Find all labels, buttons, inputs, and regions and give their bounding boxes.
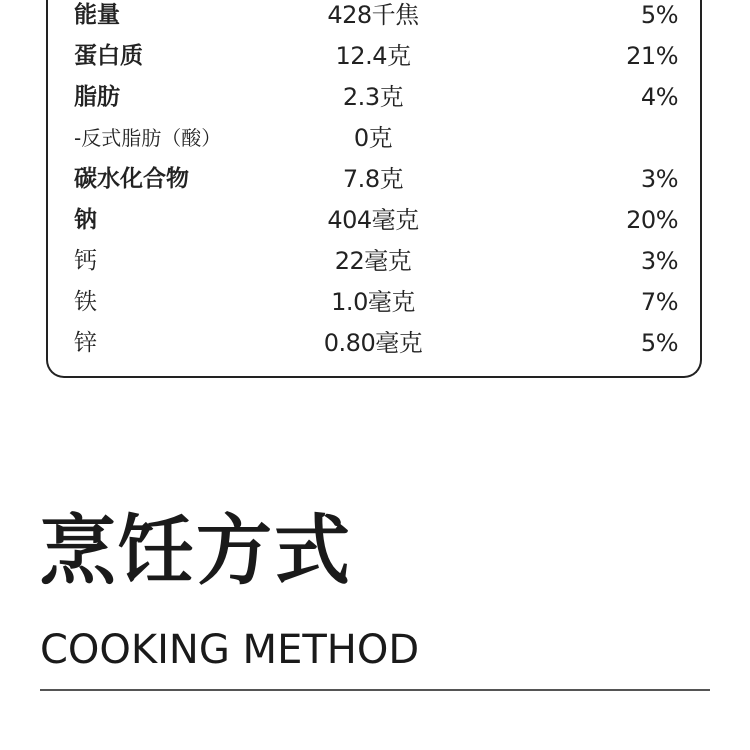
nutrition-row-carbohydrate: 碳水化合物 7.8克 3% xyxy=(74,165,678,193)
nutrition-row-zinc: 锌 0.80毫克 5% xyxy=(74,329,678,357)
nutrient-name: 锌 xyxy=(74,330,97,356)
nutrient-name: 碳水化合物 xyxy=(74,166,189,192)
section-title: 烹饪方式 xyxy=(40,506,352,595)
nutrition-row-sodium: 钠 404毫克 20% xyxy=(74,206,678,234)
nutrient-nrv: 4% xyxy=(640,83,678,111)
nutrient-name: 钙 xyxy=(74,248,97,274)
nutrient-name: 能量 xyxy=(74,2,120,28)
nutrient-nrv: 20% xyxy=(626,206,678,234)
nutrient-name: -反式脂肪（酸） xyxy=(74,126,222,150)
section-subtitle: COOKING METHOD xyxy=(40,627,420,673)
nutrition-row-calcium: 钙 22毫克 3% xyxy=(74,247,678,275)
nutrient-name: 铁 xyxy=(74,289,97,315)
divider xyxy=(40,689,710,691)
nutrient-nrv: 21% xyxy=(626,42,678,70)
nutrition-row-iron: 铁 1.0毫克 7% xyxy=(74,288,678,316)
nutrient-nrv: 5% xyxy=(640,329,678,357)
nutrient-name: 蛋白质 xyxy=(74,43,143,69)
nutrient-nrv: 3% xyxy=(640,165,678,193)
nutrient-nrv: 3% xyxy=(640,247,678,275)
nutrition-row-energy: 能量 428千焦 5% xyxy=(74,1,678,29)
nutrient-name: 钠 xyxy=(74,207,97,233)
nutrition-row-trans-fat: -反式脂肪（酸） 0克 xyxy=(74,124,393,152)
nutrition-row-protein: 蛋白质 12.4克 21% xyxy=(74,42,678,70)
nutrition-row-fat: 脂肪 2.3克 4% xyxy=(74,83,678,111)
nutrient-name: 脂肪 xyxy=(74,84,120,110)
nutrition-table xyxy=(46,0,702,378)
nutrient-nrv: 5% xyxy=(640,1,678,29)
nutrient-nrv: 7% xyxy=(640,288,678,316)
